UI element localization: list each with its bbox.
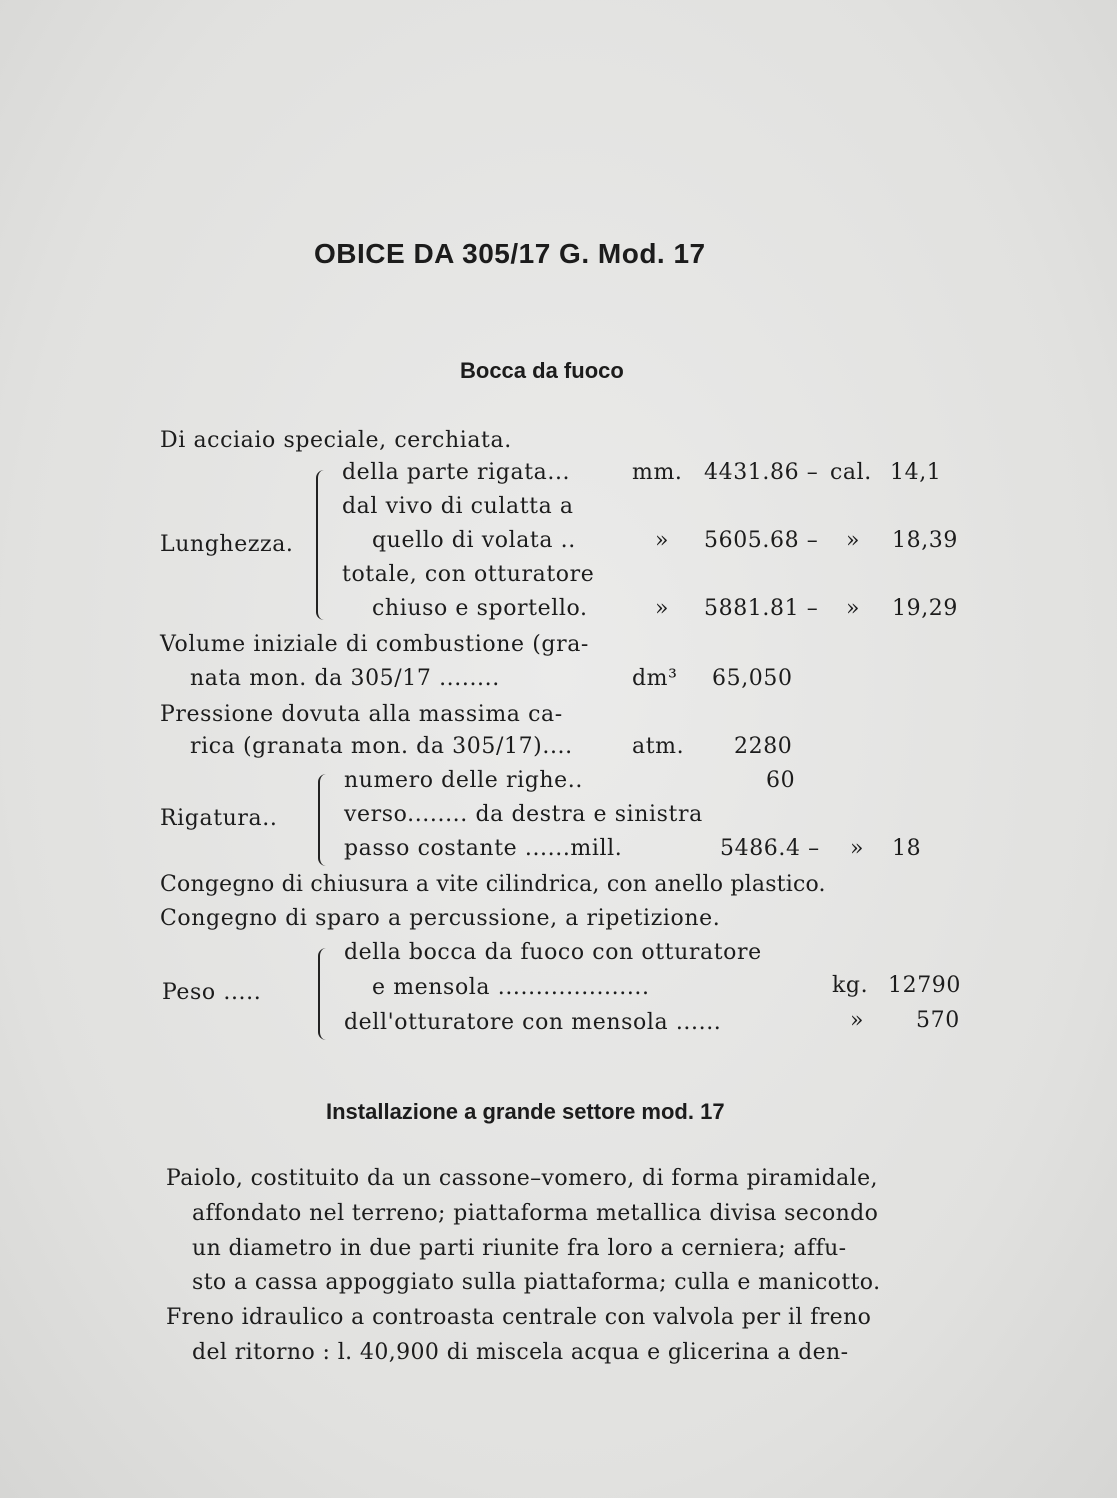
- paragraph-line: sto a cassa appoggiato sulla piattaforma; culla e manicotto.: [192, 1270, 881, 1295]
- volume-unit: dm³: [632, 666, 678, 691]
- paragraph-line: Paiolo, costituito da un cassone–vomero, di forma piramidale,: [166, 1166, 878, 1191]
- section-title-bocca: Bocca da fuoco: [460, 358, 624, 383]
- rigatura-brace: [318, 774, 330, 866]
- lunghezza-row-cal: »: [846, 596, 861, 621]
- pressione-line2: rica (granata mon. da 305/17)....: [190, 734, 573, 759]
- lunghezza-row-value: 4431.86 –: [704, 460, 819, 485]
- congegno-chiusura: Congegno di chiusura a vite cilindrica, con anello plastico.: [160, 872, 826, 897]
- pressione-unit: atm.: [632, 734, 685, 759]
- lunghezza-row-num: 19,29: [892, 596, 958, 621]
- section-title-installazione: Installazione a grande settore mod. 17: [326, 1099, 725, 1124]
- peso-value: 570: [916, 1008, 960, 1033]
- rigatura-row: verso........ da destra e sinistra: [344, 802, 703, 827]
- lunghezza-row-value: 5881.81 –: [704, 596, 819, 621]
- lunghezza-row-desc: quello di volata ..: [372, 528, 576, 553]
- pressione-value: 2280: [734, 734, 793, 759]
- peso-label: Peso .....: [162, 980, 262, 1005]
- lunghezza-row-unit: mm.: [632, 460, 683, 485]
- volume-line2: nata mon. da 305/17 ........: [190, 666, 500, 691]
- paragraph-line: un diametro in due parti riunite fra loro a cerniera; affu-: [192, 1236, 847, 1261]
- rigatura-value: 5486.4 –: [720, 836, 820, 861]
- rigatura-cal: »: [850, 836, 865, 861]
- page-title: OBICE DA 305/17 G. Mod. 17: [314, 238, 706, 269]
- peso-row: dell'otturatore con mensola ......: [344, 1010, 722, 1035]
- lunghezza-row-unit: »: [655, 596, 670, 621]
- lunghezza-row-unit: »: [655, 528, 670, 553]
- lunghezza-row-desc: totale, con otturatore: [342, 562, 595, 587]
- paragraph-line: affondato nel terreno; piattaforma metallica divisa secondo: [192, 1201, 879, 1226]
- lunghezza-row-desc: chiuso e sportello.: [372, 596, 588, 621]
- peso-unit: kg.: [832, 973, 869, 998]
- rigatura-value: 60: [766, 768, 796, 793]
- paragraph-line: del ritorno : l. 40,900 di miscela acqua e glicerina a den-: [192, 1340, 849, 1365]
- rigatura-row: numero delle righe..: [344, 768, 583, 793]
- volume-line1: Volume iniziale di combustione (gra-: [160, 632, 589, 657]
- rigatura-label: Rigatura..: [160, 806, 278, 831]
- rigatura-row: passo costante ......mill.: [344, 836, 623, 861]
- peso-brace: [318, 948, 330, 1040]
- lunghezza-row-desc: della parte rigata...: [342, 460, 571, 485]
- peso-row: della bocca da fuoco con otturatore: [344, 940, 762, 965]
- lunghezza-row-value: 5605.68 –: [704, 528, 819, 553]
- lunghezza-row-num: 18,39: [892, 528, 958, 553]
- paragraph-line: Freno idraulico a controasta centrale con valvola per il freno: [166, 1305, 872, 1330]
- peso-value: 12790: [888, 973, 961, 998]
- peso-unit: »: [850, 1008, 865, 1033]
- volume-value: 65,050: [712, 666, 793, 691]
- rigatura-num: 18: [892, 836, 922, 861]
- lunghezza-label: Lunghezza.: [160, 532, 294, 557]
- lunghezza-row-cal: cal.: [830, 460, 872, 485]
- lunghezza-row-desc: dal vivo di culatta a: [342, 494, 574, 519]
- intro-line: Di acciaio speciale, cerchiata.: [160, 428, 512, 453]
- congegno-sparo: Congegno di sparo a percussione, a ripetizione.: [160, 906, 721, 931]
- lunghezza-brace: [316, 470, 328, 620]
- pressione-line1: Pressione dovuta alla massima ca-: [160, 702, 563, 727]
- lunghezza-row-num: 14,1: [890, 460, 942, 485]
- peso-row: e mensola ....................: [372, 975, 650, 1000]
- lunghezza-row-cal: »: [846, 528, 861, 553]
